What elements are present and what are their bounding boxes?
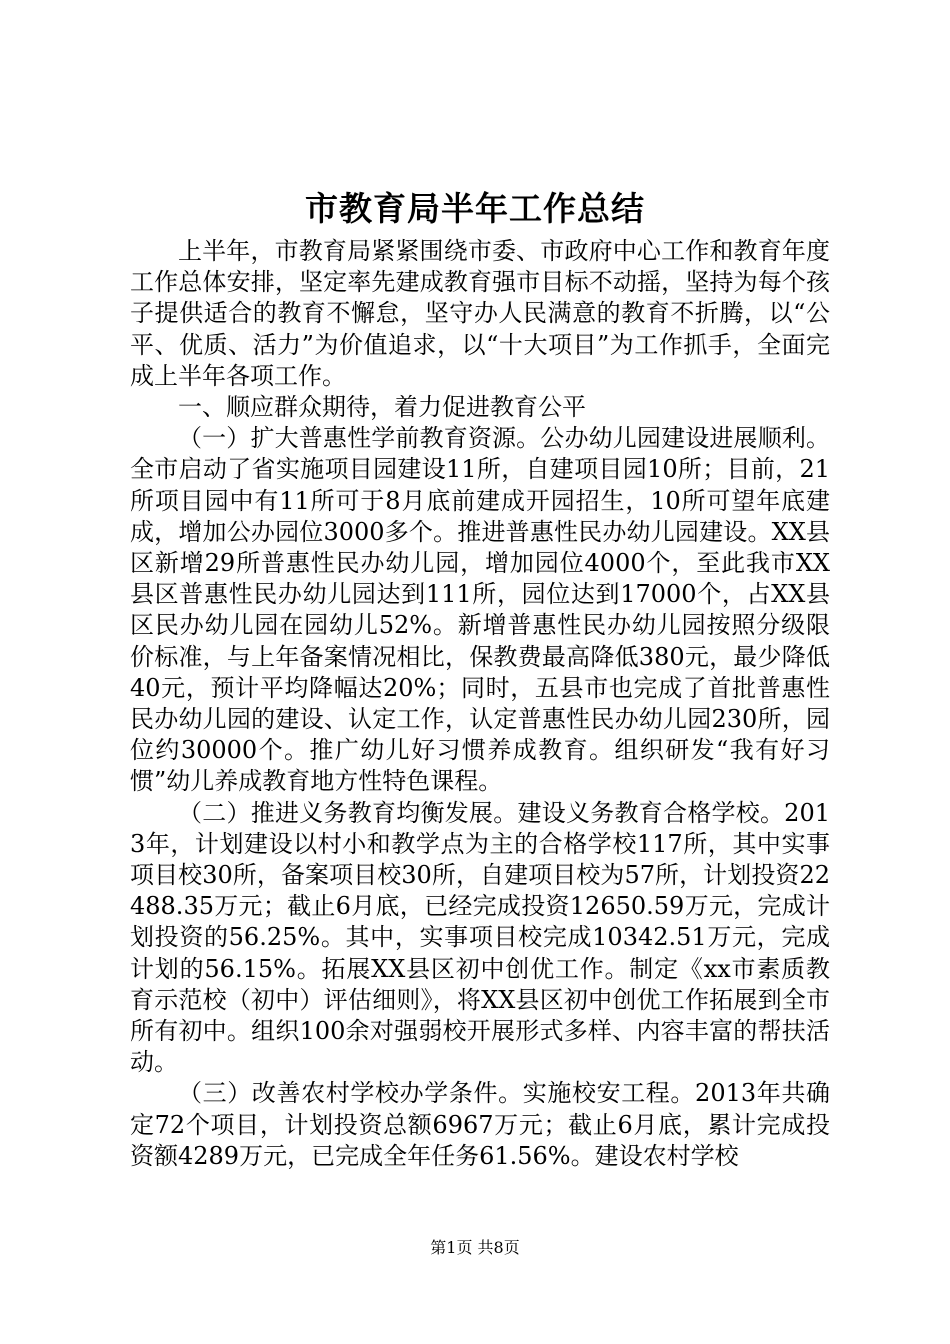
paragraph-intro: 上半年，市教育局紧紧围绕市委、市政府中心工作和教育年度工作总体安排，坚定率先建成教育强市目标不动摇，坚持为每个孩子提供适合的教育不懈怠，坚守办人民满意的教育不折腾，以“公平、优质、活力”为价值追求，以“十大项目”为工作抓手，全面完成上半年各项工作。 — [130, 237, 830, 390]
page-title: 市教育局半年工作总结 — [305, 189, 645, 228]
paragraph-preschool: （一）扩大普惠性学前教育资源。公办幼儿园建设进展顺利。全市启动了省实施项目园建设11所，自建项目园10所；目前，21所项目园中有11所可于8月底前建成开园招生，10所可望年底建成，增加公办园位3000多个。推进普惠性民办幼儿园建设。XX县区新增29所普惠性民办幼儿园，增加园位4000个，至此我市XX县区普惠性民办幼儿园达到111所，园位达到17000个，占XX县区民办幼儿园在园幼儿52%。新增普惠性民办幼儿园按照分级限价标准，与上年备案情况相比，保教费最高降低380元，最少降低40元，预计平均降幅达20%；同时，五县市也完成了首批普惠性民办幼儿园的建设、认定工作，认定普惠性民办幼儿园230所，园位约30000个。推广幼儿好习惯养成教育。组织研发“我有好习惯”幼儿养成教育地方性特色课程。 — [130, 424, 830, 796]
page-footer: 第1页 共8页 — [430, 1238, 520, 1257]
document-body — [130, 236, 830, 1172]
paragraph-compulsory-education: （二）推进义务教育均衡发展。建设义务教育合格学校。2013年，计划建设以村小和教学点为主的合格学校117所，其中实事项目校30所，备案项目校30所，自建项目校为57所，计划投资22488.35万元；截止6月底，已经完成投资12650.59万元，完成计划投资的56.25%。其中，实事项目校完成10342.51万元，完成计划的56.15%。拓展XX县区初中创优工作。制定《xx市素质教育示范校（初中）评估细则》，将XX县区初中创优工作拓展到全市所有初中。组织100余对强弱校开展形式多样、内容丰富的帮扶活动。 — [130, 798, 830, 1077]
paragraph-rural-schools: （三）改善农村学校办学条件。实施校安工程。2013年共确定72个项目，计划投资总额6967万元；截止6月底，累计完成投资额4289万元，已完成全年任务61.56%。建设农村学校 — [130, 1079, 830, 1170]
section-heading-1: 一、顺应群众期待，着力促进教育公平 — [178, 393, 586, 422]
